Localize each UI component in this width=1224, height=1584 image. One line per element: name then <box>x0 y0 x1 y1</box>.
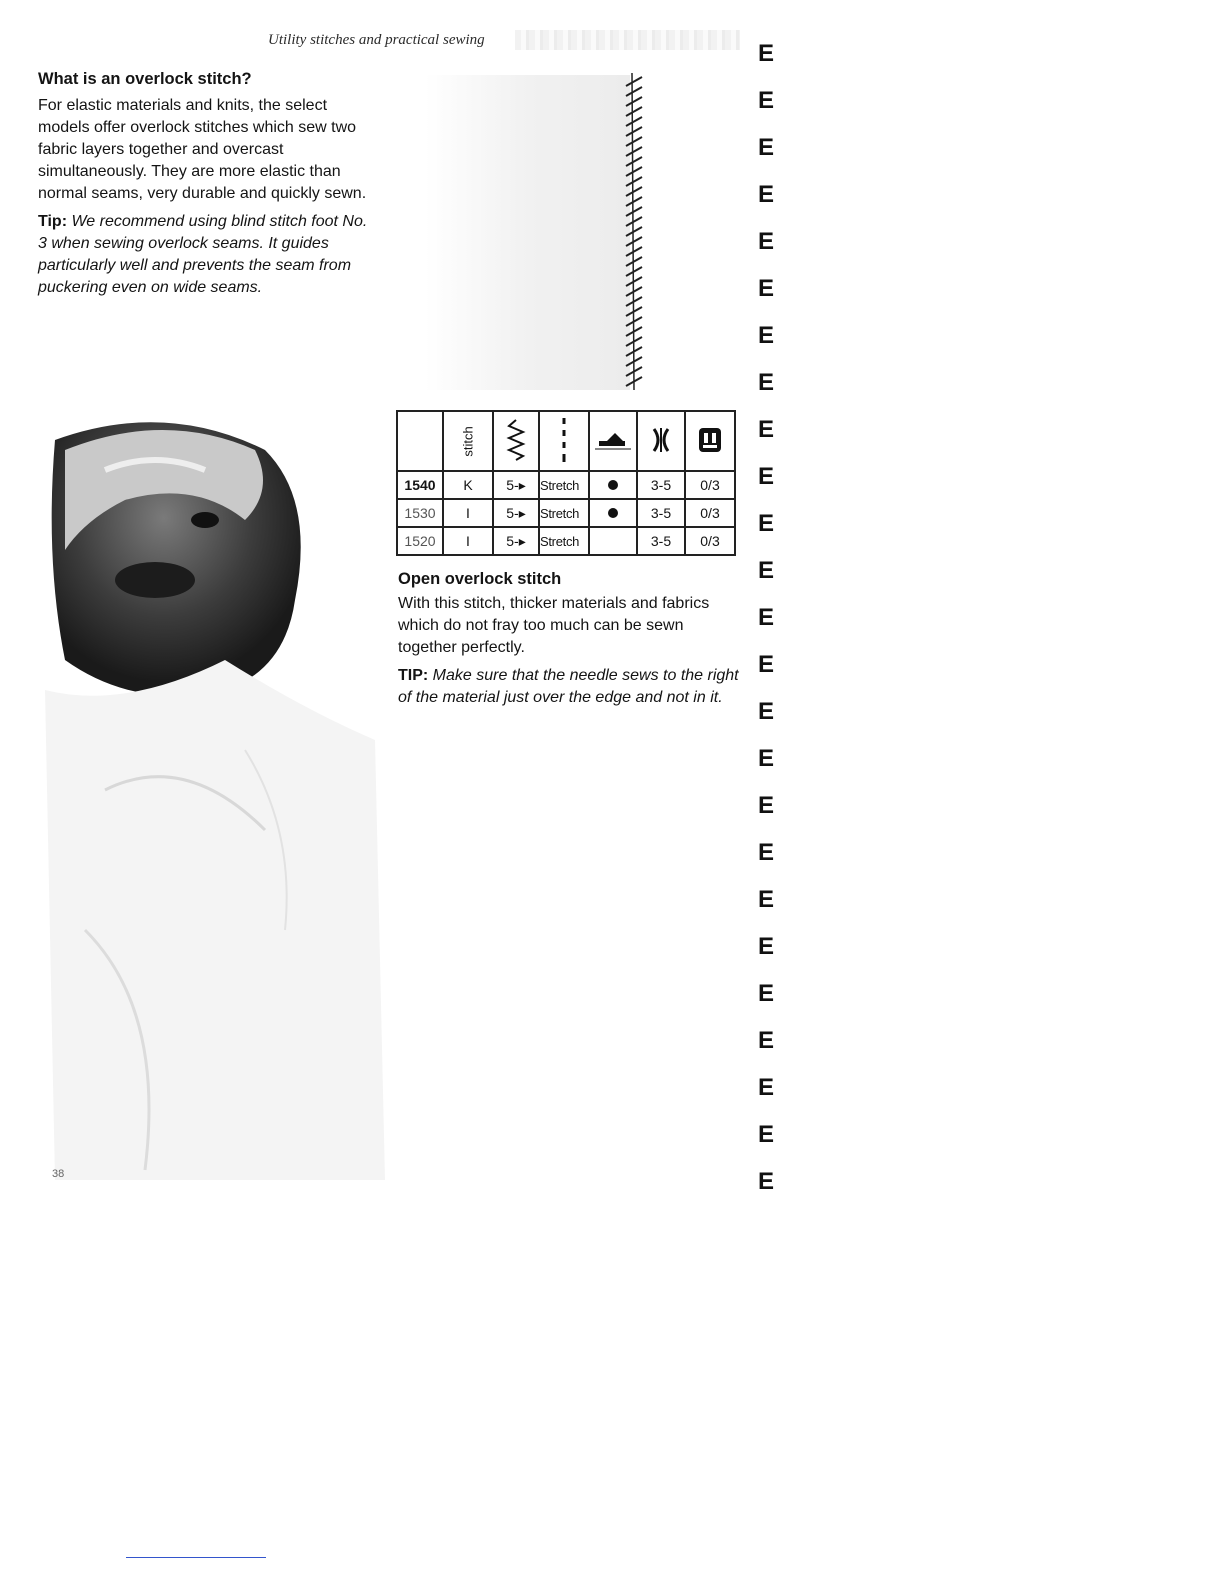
section-tab-mark: E <box>758 134 775 161</box>
page-number: 38 <box>52 1168 65 1180</box>
section-tab-mark: E <box>758 886 775 913</box>
section-tab-mark: E <box>758 1074 775 1101</box>
section-tab-mark: E <box>758 416 775 443</box>
section-tab-mark: E <box>758 1168 775 1195</box>
open-overlock-section <box>398 570 743 709</box>
overlock-heading: What is an overlock stitch? <box>38 70 252 88</box>
section-tab-mark: E <box>758 698 775 725</box>
tension-cell: 3-5 <box>637 527 685 555</box>
stitch-cell: K <box>443 471 493 499</box>
stitch-cell: I <box>443 499 493 527</box>
section-tab-mark: E <box>758 792 775 819</box>
section-tab-strip <box>758 40 798 1195</box>
section-tab-mark: E <box>758 463 775 490</box>
tip-label: Tip: <box>38 213 68 230</box>
stitch-length-icon <box>539 411 589 471</box>
tip-text: Make sure that the needle sews to the right of the material just over the edge and not in it. <box>398 667 739 706</box>
section-tab-mark: E <box>758 510 775 537</box>
running-header: Utility stitches and practical sewing <box>268 32 485 48</box>
dot-icon <box>608 480 618 490</box>
open-overlock-body: With this stitch, thicker materials and fabrics which do not fray too much can be sewn together perfectly. <box>398 595 710 656</box>
overlock-section <box>38 70 368 299</box>
stitch-cell: I <box>443 527 493 555</box>
header-stitch-cell <box>443 411 493 471</box>
section-tab-mark: E <box>758 839 775 866</box>
width-cell: 5-▸ <box>493 471 539 499</box>
width-cell: 5-▸ <box>493 499 539 527</box>
header-decoration <box>515 30 740 50</box>
model-photo <box>45 410 385 1180</box>
section-tab-mark: E <box>758 369 775 396</box>
tension-cell: 3-5 <box>637 471 685 499</box>
foot-cell: 0/3 <box>685 471 735 499</box>
section-tab-mark: E <box>758 228 775 255</box>
header-stitch-label: stitch <box>460 426 476 457</box>
section-tab-mark: E <box>758 40 775 67</box>
section-tab-mark: E <box>758 651 775 678</box>
feed-dog-icon <box>589 411 637 471</box>
tension-icon <box>637 411 685 471</box>
table-row <box>397 471 735 499</box>
table-row <box>397 499 735 527</box>
feed-dot-cell <box>589 499 637 527</box>
table-header-row <box>397 411 735 471</box>
table-row <box>397 527 735 555</box>
presser-foot-icon <box>685 411 735 471</box>
tip-label: TIP: <box>398 667 429 684</box>
foot-cell: 0/3 <box>685 527 735 555</box>
open-overlock-heading: Open overlock stitch <box>398 570 562 588</box>
tip-text: We recommend using blind stitch foot No. 3 when sewing overlock seams. It guides particularly well and prevents the seam from puckering even on wide seams. <box>38 213 368 296</box>
section-tab-mark: E <box>758 745 775 772</box>
section-tab-mark: E <box>758 1121 775 1148</box>
feed-dot-cell <box>589 527 637 555</box>
dot-icon <box>608 508 618 518</box>
width-cell: 5-▸ <box>493 527 539 555</box>
stitch-sample-illustration <box>420 65 660 395</box>
section-tab-mark: E <box>758 933 775 960</box>
length-cell: Stretch <box>539 471 589 499</box>
zigzag-width-icon <box>493 411 539 471</box>
section-tab-mark: E <box>758 557 775 584</box>
section-tab-mark: E <box>758 322 775 349</box>
section-tab-mark: E <box>758 87 775 114</box>
length-cell: Stretch <box>539 499 589 527</box>
section-tab-mark: E <box>758 181 775 208</box>
feed-dot-cell <box>589 471 637 499</box>
model-cell: 1540 <box>397 471 443 499</box>
footer-rule <box>126 1557 266 1558</box>
section-tab-mark: E <box>758 1027 775 1054</box>
section-tab-mark: E <box>758 980 775 1007</box>
length-cell: Stretch <box>539 527 589 555</box>
foot-cell: 0/3 <box>685 499 735 527</box>
model-cell: 1530 <box>397 499 443 527</box>
section-tab-mark: E <box>758 275 775 302</box>
open-overlock-tip <box>398 665 743 709</box>
overlock-tip <box>38 211 368 299</box>
section-tab-mark: E <box>758 604 775 631</box>
overlock-body: For elastic materials and knits, the select models offer overlock stitches which sew two fabric layers together and overcast simultaneously. They are more elastic than normal seams, very durable and quickly sewn. <box>38 97 367 202</box>
header-model-cell <box>397 411 443 471</box>
tension-cell: 3-5 <box>637 499 685 527</box>
model-cell: 1520 <box>397 527 443 555</box>
settings-table <box>396 410 736 556</box>
